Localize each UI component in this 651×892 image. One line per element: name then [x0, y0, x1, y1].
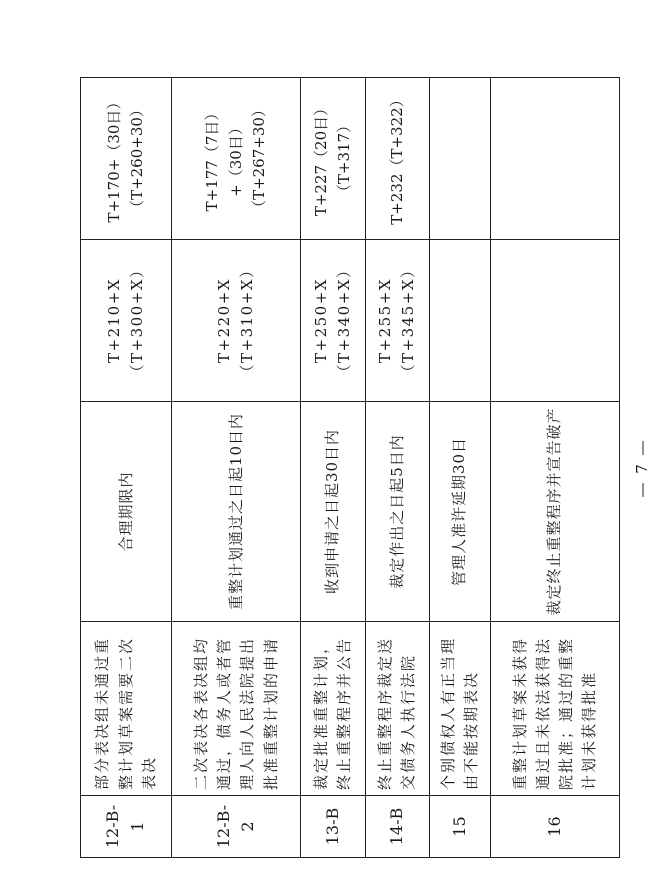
row-number: 16: [491, 796, 620, 858]
deadline: 收到申请之日起30日内: [301, 402, 365, 622]
table-row: [430, 78, 491, 858]
deadline: 重整计划通过之日起10日内: [172, 402, 301, 622]
procedure-item: 终止重整程序裁定送交债务人执行法院: [365, 622, 429, 796]
procedure-item: 部分表决组未通过重整计划草案需要二次表决: [81, 622, 172, 796]
procedure-item: 裁定批准重整计划，终止重整程序并公告: [301, 622, 365, 796]
t-plus-x: [491, 240, 620, 402]
table-row: [301, 78, 365, 858]
t-plus-x: T+220+X（T+310+X）: [172, 240, 301, 402]
deadline: 管理人准许延期30日: [430, 402, 491, 622]
t-plus-x: T+250+X（T+340+X）: [301, 240, 365, 402]
page-number: — 7 —: [633, 438, 651, 498]
procedure-item: 二次表决各表决组均通过，债务人或者管理人向人民法院提出批准重整计划的申请: [172, 622, 301, 796]
table-row: [81, 78, 172, 858]
row-number: 12-B-2: [172, 796, 301, 858]
timeline: [491, 78, 620, 240]
deadline: 裁定终止重整程序并宣告破产: [491, 402, 620, 622]
table-row: [172, 78, 301, 858]
timeline: [430, 78, 491, 240]
row-number: 13-B: [301, 796, 365, 858]
t-plus-x: [430, 240, 491, 402]
row-number: 15: [430, 796, 491, 858]
procedure-item: 个别债权人有正当理由不能按期表决: [430, 622, 491, 796]
table-row: [491, 78, 620, 858]
deadline: 合理期限内: [81, 402, 172, 622]
table-row: [365, 78, 429, 858]
deadline: 裁定作出之日起5日内: [365, 402, 429, 622]
t-plus-x: T+255+X（T+345+X）: [365, 240, 429, 402]
timeline: T+232（T+322）: [365, 78, 429, 240]
timeline: T+227（20日）（T+317）: [301, 78, 365, 240]
rotated-page: [80, 78, 651, 858]
row-number: 12-B-1: [81, 796, 172, 858]
timeline: T+177（7日）+（30日）（T+267+30）: [172, 78, 301, 240]
timeline: T+170+（30日）（T+260+30）: [81, 78, 172, 240]
t-plus-x: T+210+X（T+300+X）: [81, 240, 172, 402]
schedule-table: [80, 77, 620, 858]
row-number: 14-B: [365, 796, 429, 858]
procedure-item: 重整计划草案未获得通过且未依法获得法院批准；通过的重整计划未获得批准: [491, 622, 620, 796]
